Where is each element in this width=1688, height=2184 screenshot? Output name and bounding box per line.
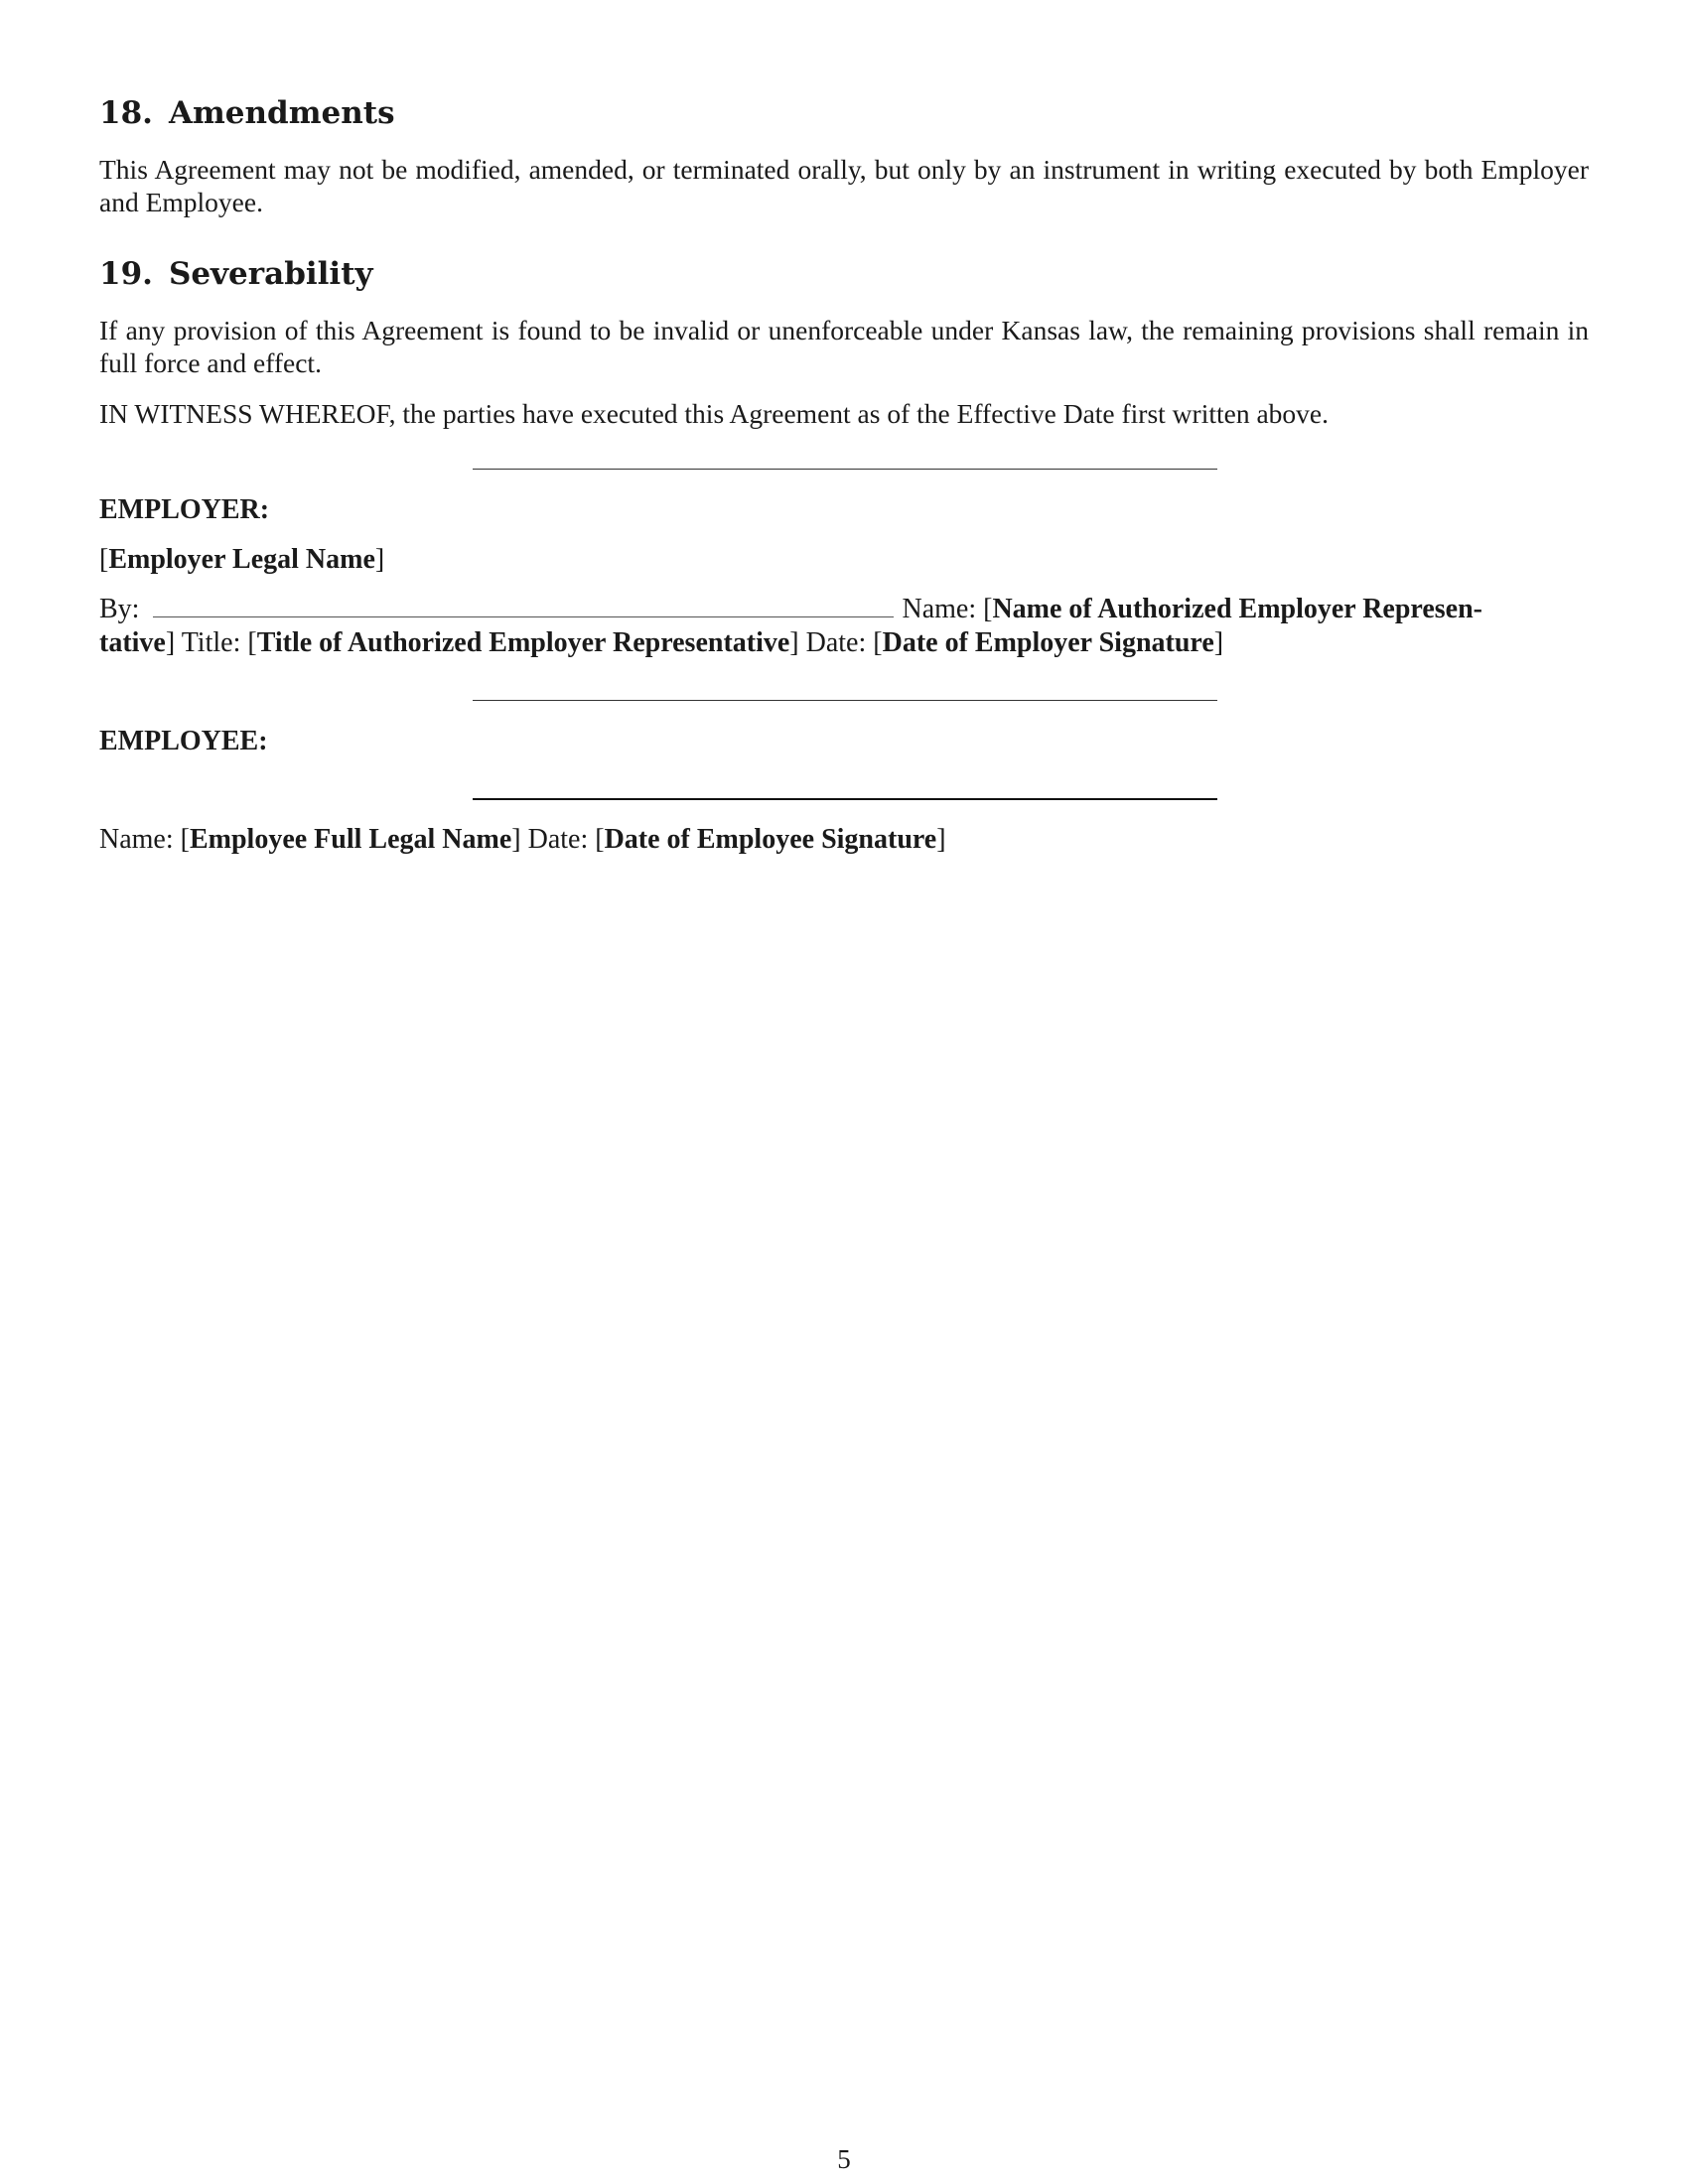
section-19-body: If any provision of this Agreement is found to be invalid or unenforceable under Kansas law, the remaining provisions shall remain in full force and effect. — [99, 315, 1589, 378]
section-19-title: Severability — [168, 256, 373, 292]
employee-signature-field[interactable] — [473, 798, 1217, 800]
employer-legal-name-value: Employer Legal Name — [108, 544, 375, 575]
employee-heading: EMPLOYEE: — [99, 726, 268, 756]
employer-rep-name-part2: tative — [99, 627, 166, 658]
section-18-heading — [99, 95, 395, 131]
employee-name-value: Employee Full Legal Name — [189, 824, 512, 855]
employee-divider — [473, 700, 1217, 701]
section-18-number: 18. — [99, 95, 153, 131]
document-page — [99, 0, 1589, 2184]
by-label: By: — [99, 594, 140, 624]
page-number: 5 — [837, 2144, 851, 2174]
section-19-number: 19. — [99, 256, 153, 292]
employer-heading: EMPLOYER: — [99, 494, 270, 525]
employer-legal-name — [99, 543, 1589, 577]
section-18-body: This Agreement may not be modified, amended, or terminated orally, but only by an instrument in writing executed by both Employer and Employee. — [99, 154, 1589, 217]
employer-title-label: Title: — [181, 627, 241, 658]
employee-name-label: Name: — [99, 824, 174, 855]
bracket-open: [ — [99, 544, 109, 575]
employer-divider — [473, 469, 1217, 470]
employer-rep-title-value: Title of Authorized Employer Representative — [256, 627, 790, 658]
employer-signature-field[interactable] — [153, 595, 894, 617]
employee-info-line: Name: [Employee Full Legal Name] Date: [Date of Employee Signature] — [99, 824, 946, 855]
bracket-close: ] — [374, 544, 385, 575]
employer-signature-line-2: tative] Title: [Title of Authorized Employer Representative] Date: [Date of Employer Signature] — [99, 627, 1224, 658]
employer-name-label: Name: — [902, 594, 977, 624]
employer-rep-name-part1: Name of Authorized Employer Represen- — [992, 594, 1483, 624]
employer-date-label: Date: — [805, 627, 867, 658]
section-18-title: Amendments — [168, 95, 395, 131]
section-19-heading — [99, 256, 373, 292]
employer-date-value: Date of Employer Signature — [882, 627, 1214, 658]
witness-statement: IN WITNESS WHEREOF, the parties have executed this Agreement as of the Effective Date first written above. — [99, 398, 1329, 429]
employee-date-value: Date of Employee Signature — [604, 824, 937, 855]
employee-date-label: Date: — [527, 824, 589, 855]
employer-signature-line-1: By: Name: [Name of Authorized Employer Represen- — [99, 594, 1483, 624]
